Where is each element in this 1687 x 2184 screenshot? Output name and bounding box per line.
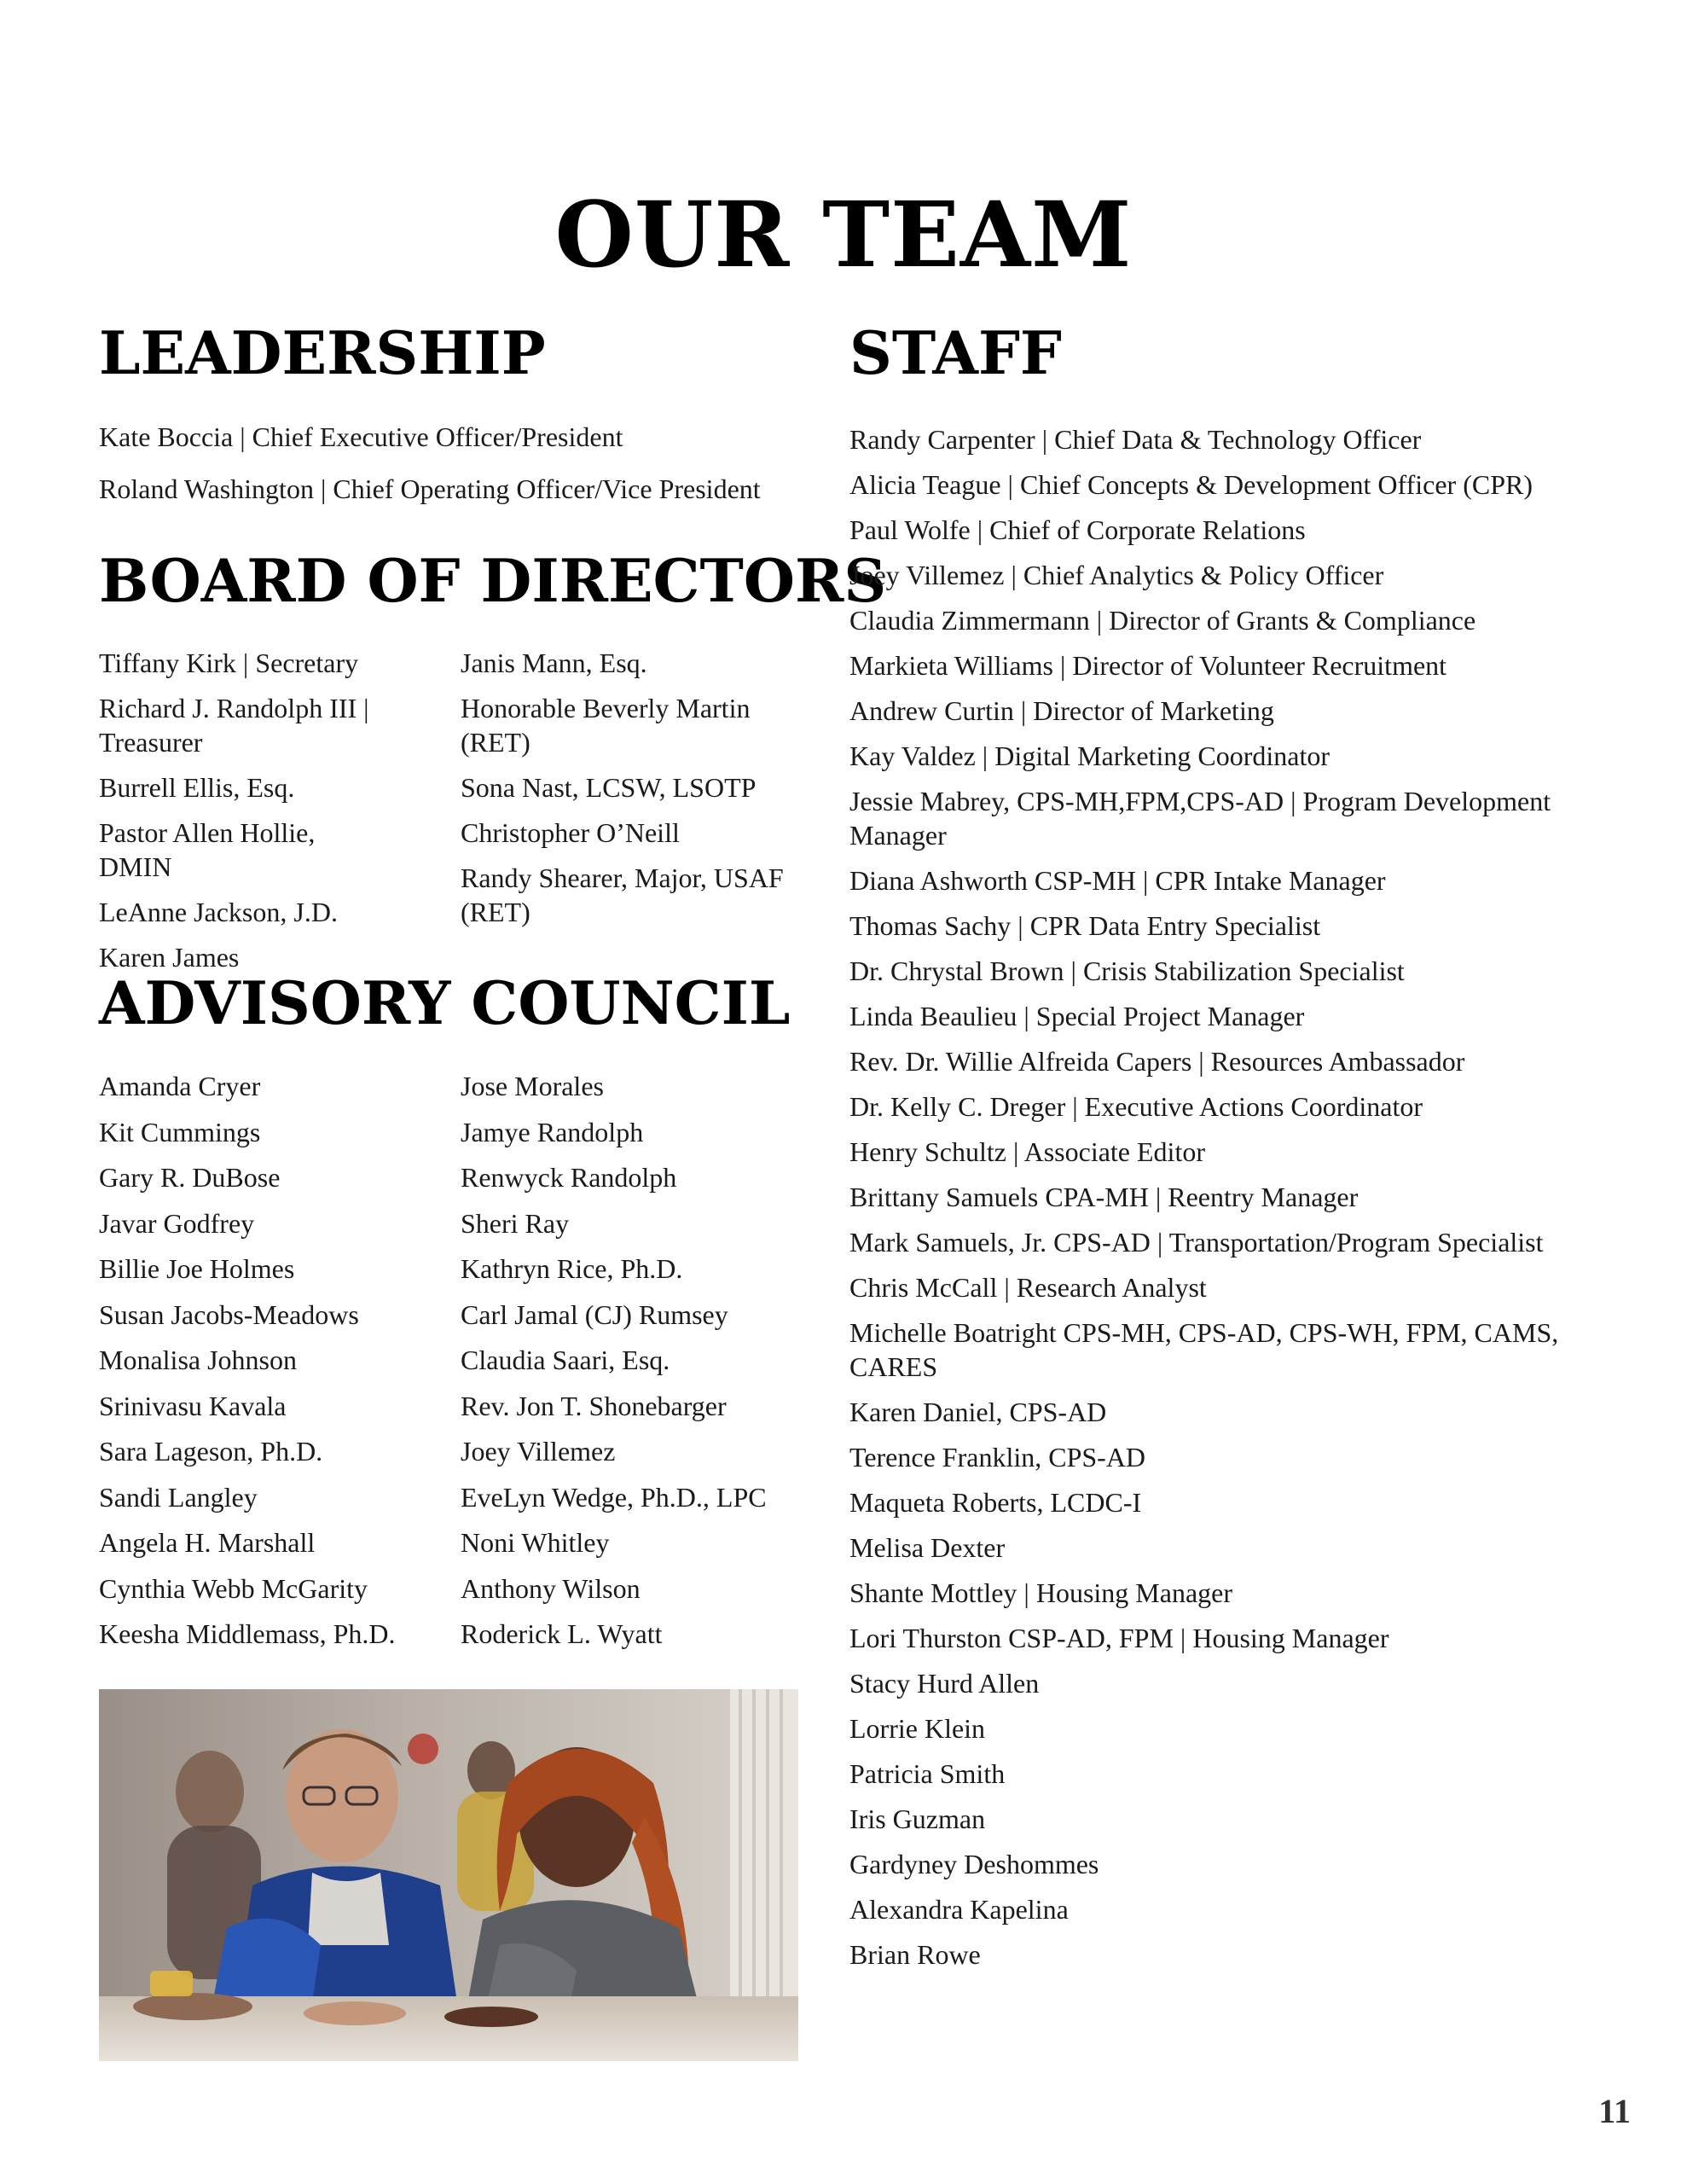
list-item: Iris Guzman — [849, 1804, 986, 1834]
list-item: Andrew Curtin | Director of Marketing — [849, 695, 1274, 726]
list-item: Kate Boccia | Chief Executive Officer/President — [99, 421, 623, 452]
page-number: 11 — [1598, 2092, 1631, 2130]
list-item: Linda Beaulieu | Special Project Manager — [849, 1001, 1305, 1031]
list-item: Billie Joe Holmes — [99, 1253, 295, 1284]
list-item: Dr. Chrystal Brown | Crisis Stabilization Specialist — [849, 956, 1405, 986]
list-item: Joey Villemez — [461, 1436, 616, 1467]
leadership-heading: LEADERSHIP — [99, 319, 546, 388]
list-item: Lori Thurston CSP-AD, FPM | Housing Manager — [849, 1623, 1389, 1653]
list-item: Randy Carpenter | Chief Data & Technology Officer — [849, 424, 1422, 455]
list-item: LeAnne Jackson, J.D. — [99, 897, 338, 927]
list-item: Roderick L. Wyatt — [461, 1618, 663, 1649]
list-item: Kit Cummings — [99, 1116, 261, 1147]
list-item: Kathryn Rice, Ph.D. — [461, 1253, 683, 1284]
advisory-list-right — [461, 1069, 810, 1663]
list-item: Paul Wolfe | Chief of Corporate Relations — [849, 514, 1306, 545]
list-item: Karen Daniel, CPS-AD — [849, 1397, 1107, 1427]
list-item: Melisa Dexter — [849, 1532, 1006, 1563]
list-item: Brian Rowe — [849, 1939, 981, 1970]
list-item: Thomas Sachy | CPR Data Entry Specialist — [849, 910, 1321, 941]
page-title: OUR TEAM — [554, 181, 1133, 288]
list-item: Jose Morales — [461, 1071, 604, 1101]
list-item: Maqueta Roberts, LCDC-I — [849, 1487, 1142, 1518]
list-item: Chris McCall | Research Analyst — [849, 1272, 1207, 1303]
list-item: EveLyn Wedge, Ph.D., LPC — [461, 1481, 767, 1513]
advisory-heading: ADVISORY COUNCIL — [99, 969, 791, 1038]
board-heading: BOARD OF DIRECTORS — [99, 547, 887, 616]
list-item: Henry Schultz | Associate Editor — [849, 1136, 1205, 1167]
list-item: Javar Godfrey — [99, 1207, 255, 1239]
list-item: Gary R. DuBose — [99, 1162, 281, 1193]
list-item: Jamye Randolph — [461, 1116, 644, 1147]
list-item: Carl Jamal (CJ) Rumsey — [461, 1298, 728, 1330]
team-photo — [99, 1689, 798, 2061]
list-item: Angela H. Marshall — [99, 1527, 316, 1558]
list-item: Joey Villemez | Chief Analytics & Policy Officer — [849, 560, 1384, 590]
list-item: Randy Shearer, Major, USAF (RET) — [461, 863, 784, 927]
list-item: Sara Lageson, Ph.D. — [99, 1436, 323, 1467]
list-item: Diana Ashworth CSP-MH | CPR Intake Manager — [849, 865, 1386, 896]
list-item: Sandi Langley — [99, 1481, 258, 1513]
list-item: Jessie Mabrey, CPS-MH,FPM,CPS-AD | Program Development Manager — [849, 786, 1551, 851]
list-item: Claudia Zimmermann | Director of Grants & Compliance — [849, 605, 1476, 636]
board-list-right — [461, 646, 802, 940]
list-item: Alexandra Kapelina — [849, 1894, 1069, 1925]
list-item: Anthony Wilson — [461, 1572, 641, 1604]
list-item: Shante Mottley | Housing Manager — [849, 1577, 1232, 1608]
list-item: Cynthia Webb McGarity — [99, 1572, 368, 1604]
list-item: Rev. Jon T. Shonebarger — [461, 1390, 727, 1421]
list-item: Rev. Dr. Willie Alfreida Capers | Resources Ambassador — [849, 1046, 1465, 1077]
list-item: Markieta Williams | Director of Volunteer Recruitment — [849, 650, 1447, 681]
list-item: Janis Mann, Esq. — [461, 648, 647, 678]
board-list-left — [99, 646, 393, 985]
list-item: Alicia Teague | Chief Concepts & Development Officer (CPR) — [849, 469, 1533, 500]
list-item: Michelle Boatright CPS-MH, CPS-AD, CPS-WH, FPM, CAMS, CARES — [849, 1317, 1559, 1382]
list-item: Patricia Smith — [849, 1758, 1006, 1789]
list-item: Roland Washington | Chief Operating Officer/Vice President — [99, 473, 761, 504]
list-item: Mark Samuels, Jr. CPS-AD | Transportation/Program Specialist — [849, 1227, 1544, 1258]
list-item: Keesha Middlemass, Ph.D. — [99, 1618, 396, 1649]
leadership-list — [99, 420, 807, 524]
list-item: Srinivasu Kavala — [99, 1390, 287, 1421]
list-item: Burrell Ellis, Esq. — [99, 772, 295, 803]
list-item: Kay Valdez | Digital Marketing Coordinator — [849, 741, 1330, 771]
list-item: Stacy Hurd Allen — [849, 1668, 1040, 1699]
list-item: Tiffany Kirk | Secretary — [99, 648, 359, 678]
list-item: Brittany Samuels CPA-MH | Reentry Manager — [849, 1182, 1359, 1212]
staff-list — [849, 422, 1583, 1983]
list-item: Honorable Beverly Martin (RET) — [461, 693, 751, 758]
list-item: Claudia Saari, Esq. — [461, 1345, 670, 1375]
list-item: Sheri Ray — [461, 1207, 570, 1239]
staff-heading: STAFF — [849, 319, 1062, 388]
list-item: Richard J. Randolph III | Treasurer — [99, 693, 369, 758]
list-item: Pastor Allen Hollie, DMIN — [99, 817, 316, 882]
list-item: Dr. Kelly C. Dreger | Executive Actions Coordinator — [849, 1091, 1423, 1122]
list-item: Susan Jacobs-Meadows — [99, 1298, 359, 1330]
list-item: Amanda Cryer — [99, 1071, 261, 1101]
list-item: Noni Whitley — [461, 1527, 610, 1558]
list-item: Christopher O’Neill — [461, 817, 680, 848]
list-item: Karen James — [99, 942, 240, 973]
advisory-list-left — [99, 1069, 449, 1663]
list-item: Lorrie Klein — [849, 1713, 986, 1744]
list-item: Sona Nast, LCSW, LSOTP — [461, 772, 757, 803]
list-item: Monalisa Johnson — [99, 1345, 297, 1375]
list-item: Renwyck Randolph — [461, 1162, 677, 1193]
list-item: Gardyney Deshommes — [849, 1849, 1099, 1879]
list-item: Terence Franklin, CPS-AD — [849, 1442, 1146, 1472]
